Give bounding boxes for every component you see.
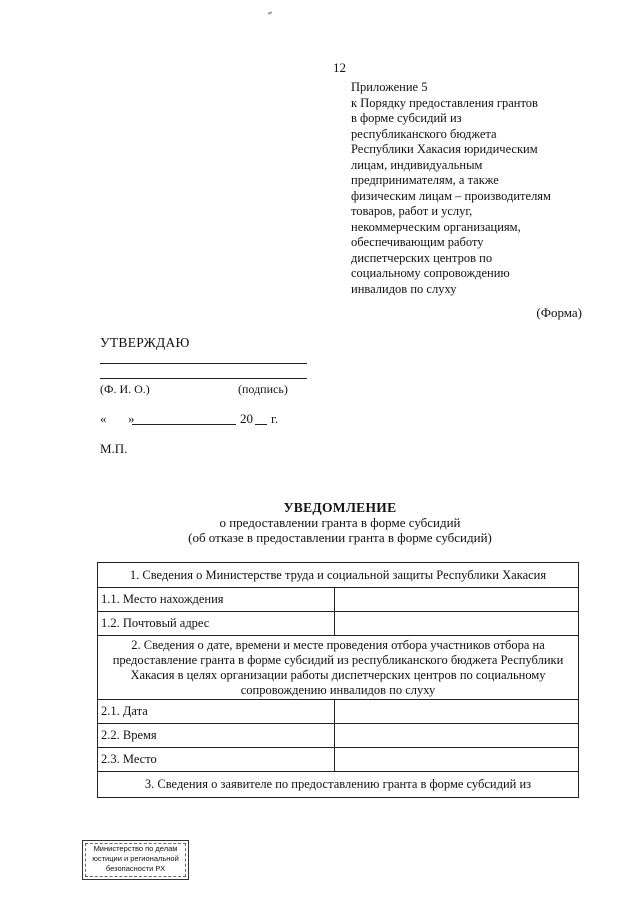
notice-title-line3: (об отказе в предоставлении гранта в форме субсидий): [188, 530, 492, 545]
appendix-header: [351, 80, 601, 297]
form-label: (Форма): [536, 305, 582, 320]
stamp-line: безопасности РХ: [105, 864, 166, 873]
appendix-line: инвалидов по слуху: [351, 281, 457, 296]
appendix-line: диспетчерских центров по: [351, 250, 493, 265]
section-2-header: 2. Сведения о дате, времени и месте проведения отбора участников отбора на предоставление гранта в форме субсидий из республиканского бюджета Республики Хакасия в целях организации работы диспетчерских центров по социальному сопровождению инвалидов по слуху: [98, 636, 579, 700]
row-label: 2.2. Время: [98, 724, 335, 748]
row-value-blank: [335, 724, 579, 748]
table-row: [98, 588, 579, 612]
date-quote-close: »: [128, 411, 135, 426]
fio-caption: (Ф. И. О.): [100, 382, 150, 396]
appendix-line: физическим лицам – производителям: [351, 188, 551, 203]
appendix-line: Республики Хакасия юридическим: [351, 142, 538, 156]
row-value-blank: [335, 748, 579, 772]
appendix-line: республиканского бюджета: [351, 126, 497, 141]
appendix-line: товаров, работ и услуг,: [351, 204, 473, 218]
appendix-line: обеспечивающим работу: [351, 235, 484, 249]
appendix-line: лицам, индивидуальным: [351, 157, 483, 172]
approve-heading: УТВЕРЖДАЮ: [100, 335, 190, 350]
notice-title-line2: о предоставлении гранта в форме субсидий: [219, 515, 461, 530]
date-year-prefix: 20: [240, 411, 253, 426]
registration-stamp: [82, 840, 189, 880]
table-row: [98, 700, 579, 724]
notice-title: [100, 500, 580, 545]
appendix-line: некоммерческим организациям,: [351, 219, 521, 234]
appendix-line: в форме субсидий из: [351, 111, 462, 125]
table-row: [98, 748, 579, 772]
table-row: [98, 772, 579, 798]
table-row: [98, 612, 579, 636]
section-1-header: 1. Сведения о Министерстве труда и социальной защиты Республики Хакасия: [98, 563, 579, 588]
appendix-line: предпринимателям, а также: [351, 173, 499, 187]
appendix-line: к Порядку предоставления грантов: [351, 95, 538, 110]
row-label: 2.1. Дата: [98, 700, 335, 724]
notice-table: [97, 562, 579, 798]
appendix-line: Приложение 5: [351, 80, 428, 94]
page-number: 12: [333, 60, 346, 75]
row-label: 2.3. Место: [98, 748, 335, 772]
row-value-blank: [335, 700, 579, 724]
notice-title-main: УВЕДОМЛЕНИЕ: [283, 500, 397, 515]
stamp-line: Министерство по делам: [93, 844, 178, 853]
table-row: [98, 724, 579, 748]
signature-caption: (подпись): [238, 382, 288, 396]
year-blank-line: [255, 424, 267, 425]
section-3-header: 3. Сведения о заявителе по предоставлению гранта в форме субсидий из: [98, 772, 579, 798]
stamp-place: М.П.: [100, 441, 128, 456]
name-signature-line: [100, 363, 307, 364]
date-blank-line: [132, 424, 236, 425]
row-value-blank: [335, 588, 579, 612]
date-year-suffix: г.: [271, 411, 279, 426]
table-row: [98, 636, 579, 700]
scan-speck: [268, 11, 272, 14]
row-label: 1.1. Место нахождения: [98, 588, 335, 612]
table-row: [98, 563, 579, 588]
name-signature-underline: [100, 378, 307, 379]
date-quote-open: «: [100, 411, 107, 426]
row-value-blank: [335, 612, 579, 636]
stamp-line: юстиции и региональной: [92, 854, 179, 863]
row-label: 1.2. Почтовый адрес: [98, 612, 335, 636]
appendix-line: социальному сопровождению: [351, 266, 510, 280]
